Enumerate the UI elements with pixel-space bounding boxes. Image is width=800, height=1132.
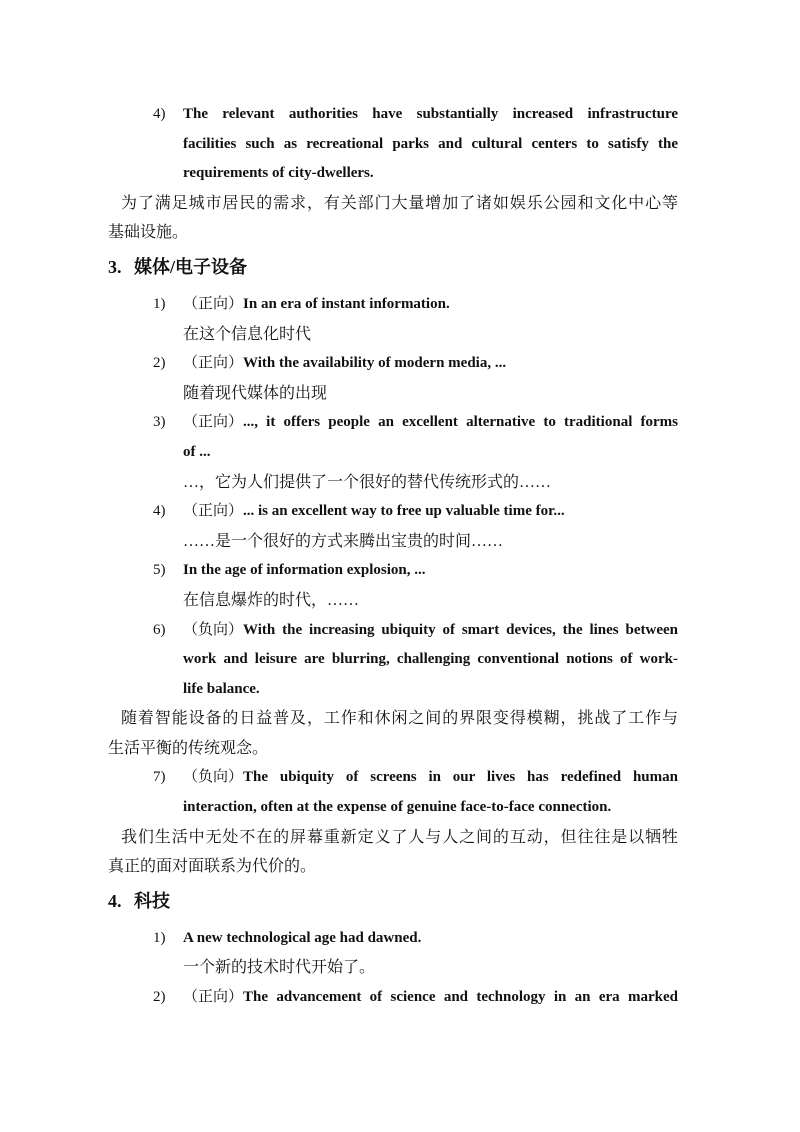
sentiment-tag: （正向） (183, 355, 244, 372)
item-number: 1) (153, 295, 166, 312)
section-title: 媒体/电子设备 (134, 256, 248, 277)
item-english-text: ..., it offers people an excellent alternative to traditional forms (243, 414, 678, 431)
item-english-text: ... is an excellent way to free up valuable time for... (243, 503, 565, 520)
chinese-translation: 真正的面对面联系为代价的。 (108, 858, 317, 876)
chinese-translation: ……是一个很好的方式来腾出宝贵的时间…… (183, 532, 504, 550)
sentiment-tag: （正向） (183, 503, 244, 520)
item-english-text: In an era of instant information. (243, 295, 450, 312)
list-item (0, 497, 800, 556)
item-number: 7) (153, 769, 166, 786)
item-number: 2) (153, 989, 166, 1006)
item-line (153, 763, 678, 793)
chinese-translation: 在这个信息化时代 (183, 325, 312, 343)
item-line (153, 408, 678, 438)
chinese-translation: 我们生活中无处不在的屏幕重新定义了人与人之间的互动，但往往是以牺牲 (121, 828, 678, 846)
item-number: 5) (153, 562, 166, 579)
intro-item (0, 100, 800, 248)
item-english-text: With the availability of modern media, ... (243, 355, 507, 372)
item-line (153, 616, 678, 646)
item-number: 6) (153, 621, 166, 638)
item-line (153, 924, 678, 954)
list-item (0, 408, 800, 497)
section-title: 科技 (134, 890, 170, 911)
item-number: 3) (153, 414, 166, 431)
chinese-translation: …，它为人们提供了一个很好的替代传统形式的…… (183, 473, 552, 491)
item-english-text: In the age of information explosion, ... (183, 562, 426, 579)
sentiment-tag: （正向） (183, 295, 244, 312)
item-line (153, 556, 678, 586)
item-english-text: The relevant authorities have substantially increased infrastructure (183, 106, 678, 122)
item-english-text: The advancement of science and technology in an era marked (243, 989, 678, 1006)
item-line: requirements of city-dwellers. (183, 165, 374, 182)
sentiment-tag: （负向） (183, 769, 244, 786)
section-heading (108, 248, 800, 290)
item-english-text: A new technological age had dawned. (183, 929, 422, 946)
chinese-translation: 基础设施。 (108, 224, 189, 242)
list-item (0, 983, 800, 1013)
chinese-translation: 随着现代媒体的出现 (183, 384, 328, 402)
list-item (0, 290, 800, 349)
list-item (0, 924, 800, 983)
item-line: life balance. (183, 680, 260, 697)
list-item (0, 349, 800, 408)
list-item (0, 556, 800, 615)
sentiment-tag: （正向） (183, 414, 244, 431)
item-number: 4) (153, 503, 166, 520)
item-line (153, 983, 678, 1013)
item-english-text: The ubiquity of screens in our lives has redefined human (243, 769, 678, 786)
item-line: interaction, often at the expense of genuine face-to-face connection. (183, 799, 612, 816)
item-line (153, 100, 678, 130)
section-heading (108, 882, 800, 924)
item-line: facilities such as recreational parks and cultural centers to satisfy the (183, 135, 678, 152)
item-english-text: With the increasing ubiquity of smart devices, the lines between (243, 621, 678, 638)
item-line (153, 349, 678, 379)
item-number: 4) (153, 106, 166, 122)
item-line: work and leisure are blurring, challenging conventional notions of work- (183, 651, 678, 668)
chinese-translation: 为了满足城市居民的需求，有关部门大量增加了诸如娱乐公园和文化中心等 (121, 194, 678, 212)
item-line (153, 290, 678, 320)
chinese-translation: 随着智能设备的日益普及，工作和休闲之间的界限变得模糊，挑战了工作与 (121, 710, 678, 728)
chinese-translation: 在信息爆炸的时代，…… (183, 591, 360, 609)
document-page (0, 100, 800, 1013)
item-number: 1) (153, 929, 166, 946)
section-number: 4. (108, 890, 122, 911)
chinese-translation: 生活平衡的传统观念。 (108, 739, 269, 757)
list-item (0, 616, 800, 764)
item-number: 2) (153, 355, 166, 372)
section-number: 3. (108, 256, 122, 277)
list-item (0, 763, 800, 881)
sentiment-tag: （正向） (183, 989, 244, 1006)
sentiment-tag: （负向） (183, 621, 244, 638)
chinese-translation: 一个新的技术时代开始了。 (183, 959, 376, 977)
item-line: of ... (183, 443, 211, 460)
item-line (153, 497, 678, 527)
